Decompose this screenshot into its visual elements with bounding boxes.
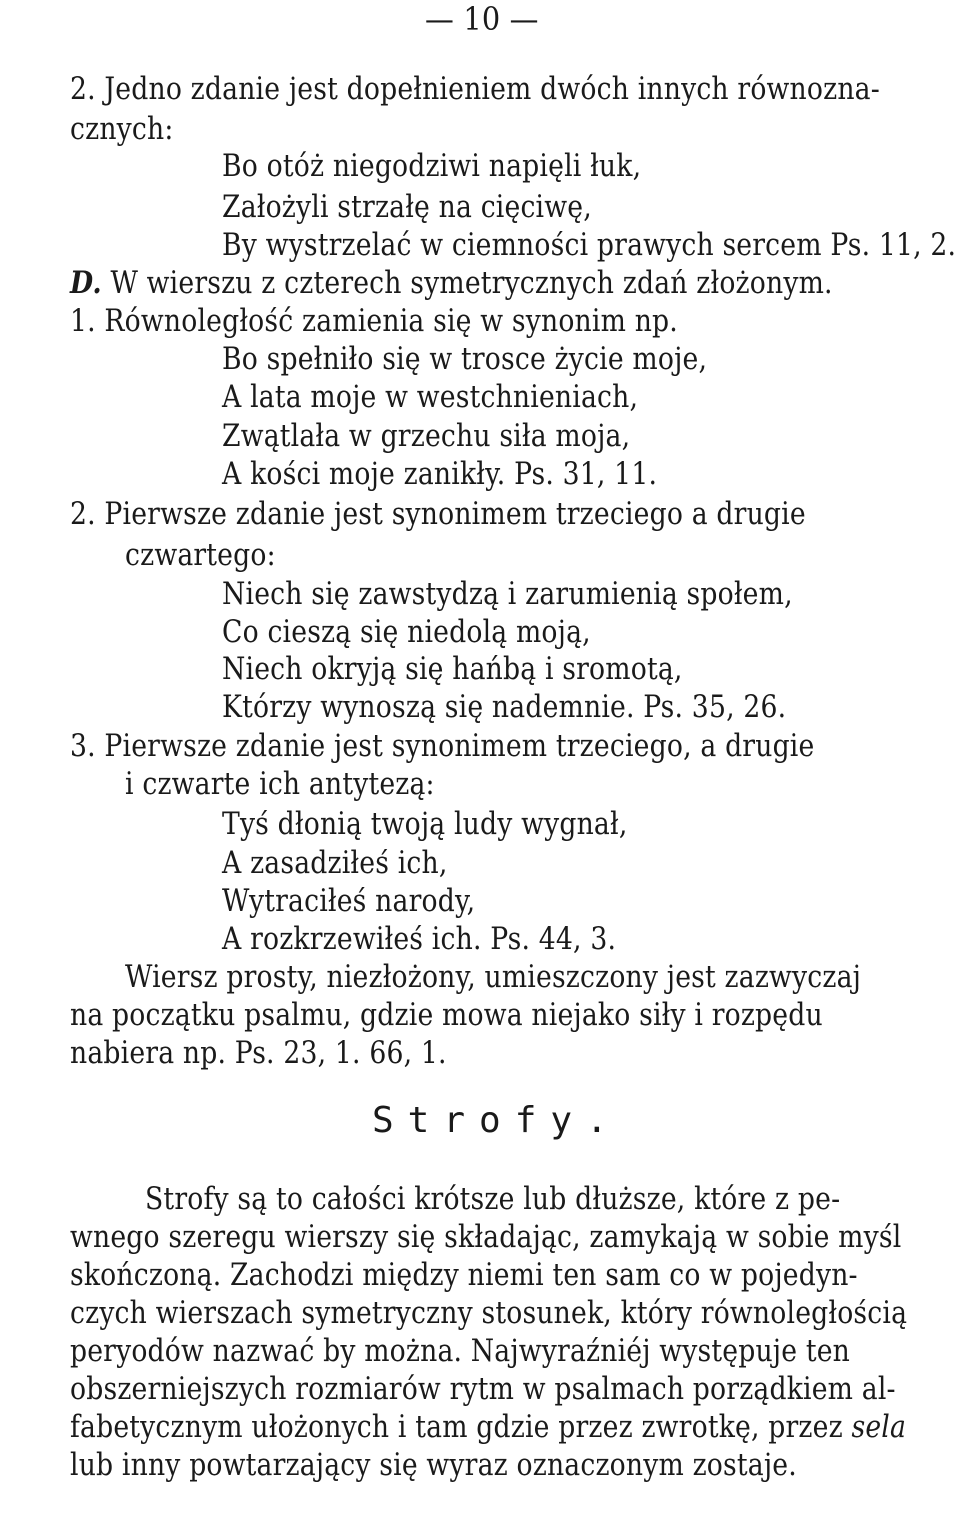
text-line: A rozkrzewiłeś ich. Ps. 44, 3. bbox=[222, 921, 617, 957]
text-line: By wystrzelać w ciemności prawych sercem Ps. 11, 2. bbox=[222, 227, 957, 263]
text-line: Strofy są to całości krótsze lub dłuższe, które z pe- bbox=[145, 1181, 841, 1217]
line-text: fabetycznym ułożonych i tam gdzie przez zwrotkę, przez bbox=[70, 1409, 843, 1445]
text-line: A kości moje zanikły. Ps. 31, 11. bbox=[222, 456, 658, 492]
text-line: i czwarte ich antytezą: bbox=[125, 766, 435, 802]
section-mark: D. bbox=[70, 265, 102, 301]
text-line: czych wierszach symetryczny stosunek, który równoległością bbox=[70, 1295, 908, 1331]
text-line: obszerniejszych rozmiarów rytm w psalmach porządkiem al- bbox=[70, 1371, 896, 1407]
text-line bbox=[70, 1408, 906, 1446]
text-line: Bo otóż niegodziwi napięli łuk, bbox=[222, 148, 642, 184]
section-text: W wierszu z czterech symetrycznych zdań złożonym. bbox=[110, 265, 833, 301]
text-line: 1. Równoległość zamienia się w synonim np. bbox=[70, 303, 678, 339]
text-line: cznych: bbox=[70, 111, 174, 147]
italic-word: sela bbox=[851, 1409, 907, 1445]
text-line: Niech się zawstydzą i zarumienią społem, bbox=[222, 576, 793, 612]
text-line: 3. Pierwsze zdanie jest synonimem trzeciego, a drugie bbox=[70, 728, 815, 764]
text-line: lub inny powtarzający się wyraz oznaczonym zostaje. bbox=[70, 1447, 797, 1483]
text-line: Założyli strzałę na cięciwę, bbox=[222, 189, 592, 225]
text-line: Bo spełniło się w trosce życie moje, bbox=[222, 341, 708, 377]
text-line: Wiersz prosty, niezłożony, umieszczony jest zazwyczaj bbox=[125, 959, 862, 995]
text-line: wnego szeregu wierszy się składając, zamykają w sobie myśl bbox=[70, 1219, 902, 1255]
text-line: Tyś dłonią twoją ludy wygnał, bbox=[222, 806, 628, 842]
text-line: 2. Jedno zdanie jest dopełnieniem dwóch innych równozna- bbox=[70, 71, 880, 107]
section-heading: Strofy. bbox=[372, 1100, 622, 1141]
text-line: Wytraciłeś narody, bbox=[222, 883, 476, 919]
text-line: Niech okryją się hańbą i sromotą, bbox=[222, 651, 683, 687]
text-line: Zwątlała w grzechu siła moja, bbox=[222, 418, 631, 454]
text-line: na początku psalmu, gdzie mowa niejako siły i rozpędu bbox=[70, 997, 823, 1033]
text-line: 2. Pierwsze zdanie jest synonimem trzeciego a drugie bbox=[70, 496, 806, 532]
text-line: nabiera np. Ps. 23, 1. 66, 1. bbox=[70, 1035, 447, 1071]
text-line: czwartego: bbox=[125, 537, 276, 573]
text-line: A lata moje w westchnieniach, bbox=[222, 379, 639, 415]
text-line: peryodów nazwać by można. Najwyraźniéj występuje ten bbox=[70, 1333, 851, 1369]
text-line: skończoną. Zachodzi między niemi ten sam co w pojedyn- bbox=[70, 1257, 858, 1293]
text-line: Co cieszą się niedolą moją, bbox=[222, 614, 591, 650]
text-line: Którzy wynoszą się nademnie. Ps. 35, 26. bbox=[222, 689, 787, 725]
text-line: A zasadziłeś ich, bbox=[222, 845, 448, 881]
section-line bbox=[70, 264, 833, 302]
page-number: — 10 — bbox=[425, 0, 539, 38]
